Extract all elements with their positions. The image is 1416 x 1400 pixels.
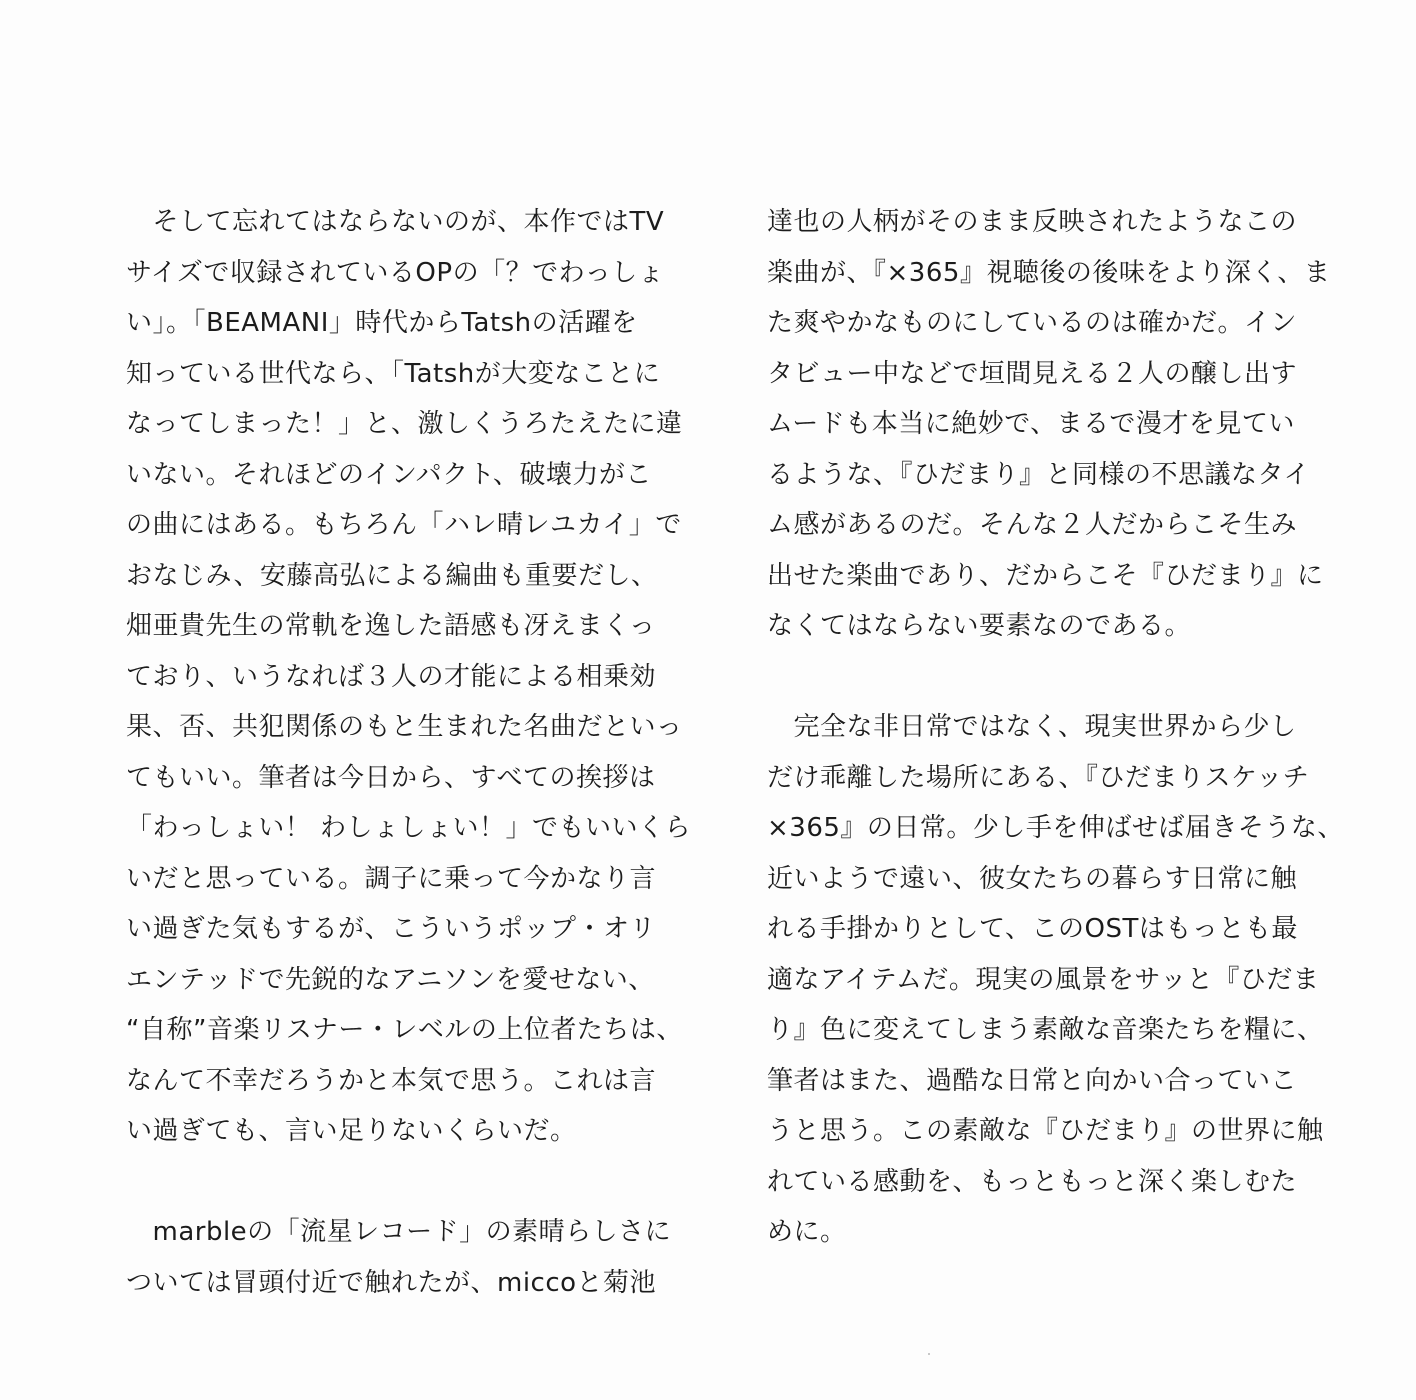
text-line: サイズで収録されているOPの「？でわっしょ: [126, 257, 665, 288]
text-line: だけ乖離した場所にある、『ひだまりスケッチ: [767, 762, 1310, 793]
text-line: ており、いうなれば３人の才能による相乗効: [126, 661, 657, 692]
text-line: タビュー中などで垣間見える２人の醸し出す: [767, 358, 1298, 389]
text-line: 楽曲が、『×365』視聴後の後味をより深く、ま: [767, 257, 1331, 288]
text-line: 果、否、共犯関係のもと生まれた名曲だといっ: [126, 712, 683, 742]
text-line: い過ぎても、言い足りないくらいだ。: [126, 1116, 577, 1146]
text-line: ×365』の日常。少し手を伸ばせば届きそうな、: [767, 813, 1344, 843]
text-line: 近いようで遠い、彼女たちの暮らす日常に触: [767, 863, 1298, 894]
text-line: 出せた楽曲であり、だからこそ『ひだまり』に: [767, 560, 1324, 591]
text-line: り』色に変えてしまう素敵な音楽たちを糧に、: [767, 1015, 1324, 1045]
paragraph: [126, 1207, 686, 1308]
text-line: おなじみ、安藤高弘による編曲も重要だし、: [126, 560, 658, 591]
paragraph: [126, 197, 692, 1157]
text-line: うと思う。この素敵な『ひだまり』の世界に触: [767, 1116, 1324, 1146]
text-line: そして忘れてはならないのが、本作ではTV: [126, 207, 665, 237]
text-line: れる手掛かりとして、このOSTはもっとも最: [767, 914, 1298, 944]
text-line: ム感があるのだ。そんな２人だからこそ生み: [767, 510, 1298, 540]
text-line: 筆者はまた、過酷な日常と向かい合っていこ: [767, 1065, 1298, 1096]
text-line: いだと思っている。調子に乗って今かなり言: [126, 863, 657, 894]
text-line: ついては冒頭付近で触れたが、miccoと菊池: [126, 1267, 657, 1298]
text-line: るような、『ひだまり』と同様の不思議なタイ: [767, 459, 1310, 490]
text-line: “自称”音楽リスナー・レベルの上位者たちは、: [126, 1015, 683, 1045]
paragraph-gap: [126, 1157, 686, 1208]
text-line: 畑亜貴先生の常軌を逸した語感も冴えまくっ: [126, 611, 656, 641]
right-column: [767, 197, 1344, 1258]
text-line: エンテッドで先鋭的なアニソンを愛せない、: [126, 964, 655, 995]
text-line: marbleの「流星レコード」の素晴らしさに: [126, 1217, 672, 1247]
paragraph-gap: [767, 652, 1327, 703]
text-line: の曲にはある。もちろん「ハレ晴レユカイ」で: [126, 510, 682, 540]
text-line: ムードも本当に絶妙で、まるで漫才を見てい: [767, 409, 1295, 439]
left-column: [126, 197, 692, 1308]
scan-speck: [928, 1353, 930, 1355]
text-line: てもいい。筆者は今日から、すべての挨拶は: [126, 762, 656, 793]
text-line: めに。: [767, 1217, 847, 1247]
text-line: 完全な非日常ではなく、現実世界から少し: [767, 712, 1297, 742]
text-line: なんて不幸だろうかと本気で思う。これは言: [126, 1065, 657, 1096]
paragraph: [767, 702, 1344, 1258]
text-line: いない。それほどのインパクト、破壊力がこ: [126, 459, 652, 490]
text-line: 「わっしょい！ わしょしょい！」でもいいくら: [126, 813, 692, 843]
text-line: い」。「BEAMANI」時代からTatshの活躍を: [126, 308, 638, 338]
text-line: た爽やかなものにしているのは確かだ。イン: [767, 308, 1298, 338]
text-line: なくてはならない要素なのである。: [767, 611, 1192, 641]
paragraph: [767, 197, 1331, 652]
text-line: なってしまった！」と、激しくうろたえたに違: [126, 409, 683, 439]
text-line: 達也の人柄がそのまま反映されたようなこの: [767, 207, 1298, 237]
text-line: い過ぎた気もするが、こういうポップ・オリ: [126, 914, 657, 944]
text-line: 適なアイテムだ。現実の風景をサッと『ひだま: [767, 964, 1320, 995]
text-line: 知っている世代なら、「Tatshが大変なことに: [126, 358, 661, 389]
text-line: れている感動を、もっともっと深く楽しむた: [767, 1166, 1298, 1197]
